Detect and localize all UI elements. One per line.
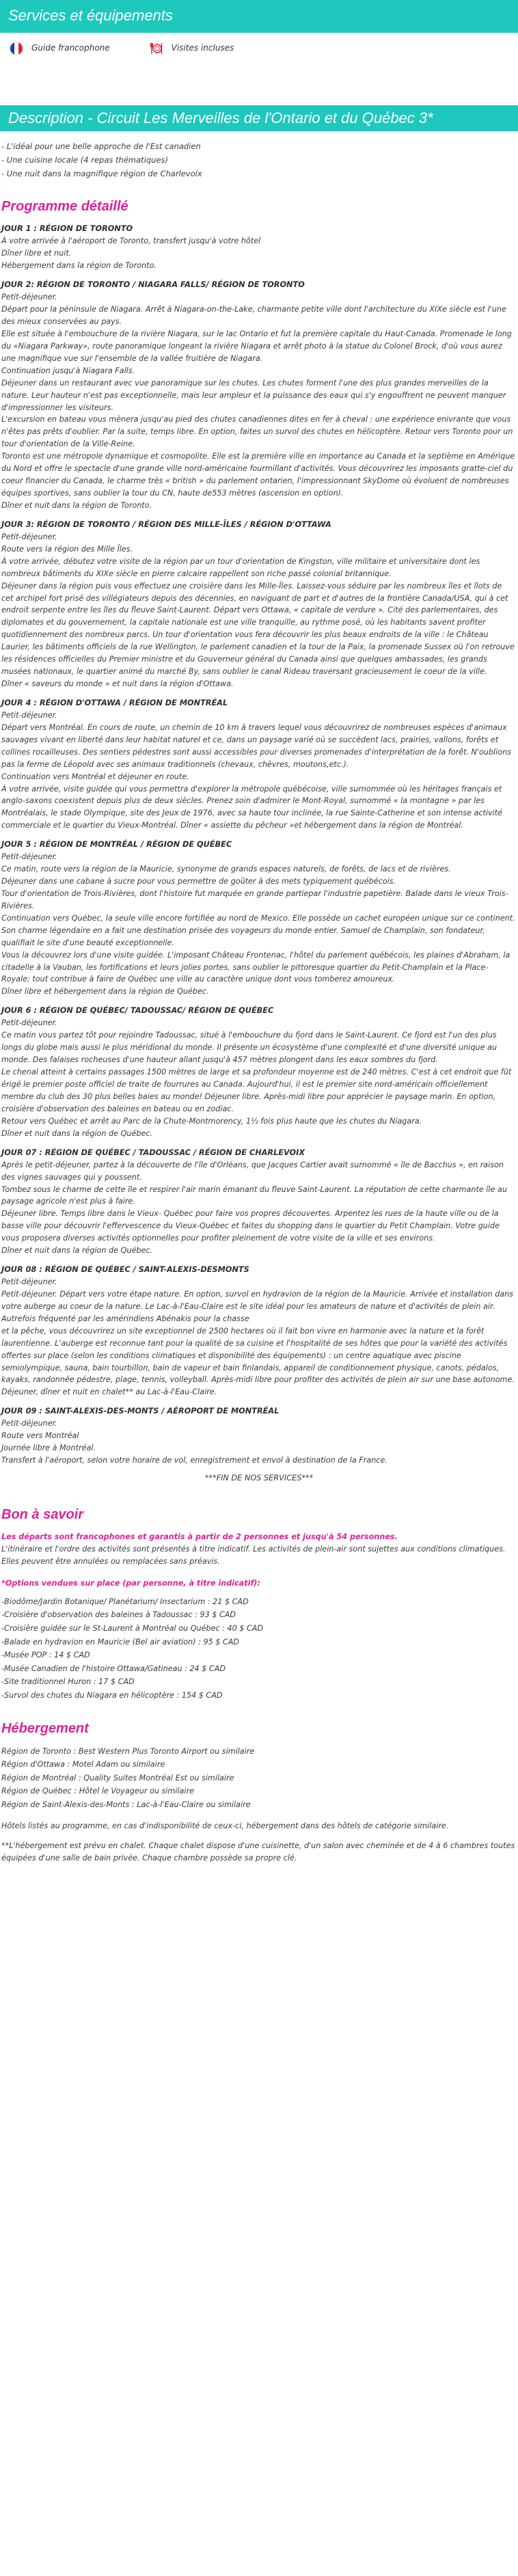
day-paragraph: Journée libre à Montréal.: [1, 1443, 96, 1453]
feature-guide: [10, 42, 110, 55]
day-paragraph: Ce matin vous partez tôt pour rejoindre Tadoussac, situé à l'embouchure du fjord dans le Saint-Laurent. Ce fjord est l'un des plus longs du globe mais aussi le plus méridional du monde. Il présente un écosystème d'une complexité et d'une diversité unique au monde. Des falaises rocheuses d'une hauteur allant jusqu'à 457 mètres plongent dans les eaux sombres du fjord.: [1, 1031, 497, 1065]
feature-guide-label: Guide francophone: [31, 43, 110, 53]
day-paragraph: Route vers Montréal: [1, 1431, 79, 1441]
hotel-item: Région de Saint-Alexis-des-Monts : Lac-à-l'Eau-Claire ou similaire: [1, 1800, 251, 1809]
options-title: *Options vendues sur place (par personne, à titre indicatif):: [1, 1578, 260, 1588]
option-item: -Croisière d'observation des baleines à Tadoussac : 93 $ CAD: [1, 1610, 236, 1620]
day-paragraph: Ce matin, route vers la région de la Mauricie, synonyme de grands espaces naturels, de forêts, de lacs et de rivières.: [1, 865, 451, 874]
day-paragraph: Départ vers Montréal. En cours de route, un chemin de 10 km à travers lequel vous découvrirez de nombreuses espèces d'animaux sauvages vivant en liberté dans leur habitat naturel et ce, dans un paysage varié où se succèdent lacs, prairies, vallons, forêts et collines rocailleuses. Des sentiers pédestres sont aussi accessibles pour diverses promenades d'interprétation de la forêt. N'oublions pas la ferme de Léopold avec ses animaux traditionnels (chevaux, chèvres, moutons,etc.).: [1, 722, 512, 769]
services-banner: [0, 0, 518, 33]
day-paragraph: Déjeuner dans une cabane à sucre pour vous permettre de goûter à des mets typiquement québécois.: [1, 877, 396, 886]
day-title: JOUR 6 : RÉGION DE QUÉBEC/ TADOUSSAC/ RÉGION DE QUÉBEC: [1, 1006, 274, 1016]
services-title: Services et équipements: [8, 7, 173, 24]
feature-visits: [148, 41, 234, 56]
day-paragraph: Continuation jusqu'à Niagara Falls.: [1, 366, 135, 375]
description-title: Description - Circuit Les Merveilles de l'Ontario et du Québec 3*: [8, 109, 433, 126]
day-paragraph: Continuation vers Québec, la seule ville encore fortifiée au nord de Mexico. Elle possède un cachet européen unique sur ce continent. Son charme légendaire en a fait une destination prisée des voyageurs du monde entier. Samuel de Champlain, son fondateur, qualifiait le site d'une beauté exceptionnelle.: [1, 913, 515, 947]
description-item: - L'idéal pour une belle approche de l'Est canadien: [1, 141, 201, 151]
day-paragraph: Retour vers Québec et arrêt au Parc de la Chute-Montmorency, 1½ fois plus haute que les chutes du Niagara.: [1, 1116, 422, 1126]
day-title: JOUR 09 : SAINT-ALEXIS-DES-MONTS / AÉROPORT DE MONTRÉAL: [1, 1407, 280, 1416]
day-paragraph: Petit-déjeuner.: [1, 852, 57, 862]
day-paragraph: À votre arrivée, visite guidée qui vous permettra d'explorer la métropole québécoise, ville surnommée où les héritages français et anglo-saxons coexistent depuis plus de deux siècles. Prenez soin d'admirer le Mont-Royal, surnommé « la montagne » par les Montréalais, le stade Olympique, site des Jeux de 1976, avec sa haute tour inclinée, la rue Sainte-Catherine et son intense activité commerciale et le quartier du Vieux-Montréal. Dîner « assiette du pêcheur »et hébergement dans la région de Montréal.: [1, 784, 503, 830]
option-item: -Site traditionnel Huron : 17 $ CAD: [1, 1677, 135, 1687]
day-paragraph: Route vers la région des Mille Îles.: [1, 544, 133, 554]
day-paragraph: Toronto est une métropole dynamique et cosmopolite. Elle est la première ville en importance au Canada et la septième en Amérique du Nord et offre le spectacle d'une grande ville nord-américaine fourmillant d'activités. Vous découvrirez les imposants gratte-ciel du coeur financier du Canada, le charme très « british » du parlement ontarien, l'impressionnant SkyDome où évoluent de nombreuses équipes sportives, sans oublier la tour du CN, haute de553 mètres (ascension en option).: [1, 452, 515, 498]
day-paragraph: Dîner et nuit dans la région de Québec.: [1, 1128, 153, 1138]
day-paragraph: Continuation vers Montréal et déjeuner en route.: [1, 772, 189, 781]
hebergement-title: Hébergement: [1, 1720, 89, 1736]
meals-icon: [148, 41, 163, 56]
day-paragraph: Après le petit-déjeuner, partez à la découverte de l'île d'Orléans, que Jacques Cartier avait surnommé « île de Bacchus », en raison des vignes sauvages qui y poussent.: [1, 1160, 504, 1182]
option-item: -Croisière guidée sur le St-Laurent à Montréal ou Québec : 40 $ CAD: [1, 1624, 264, 1633]
day-paragraph: Tombez sous le charme de cette île et respirer l'air marin émanant du fleuve Saint-Laurent. La réputation de cette charmante île au paysage agricole n'est plus à faire.: [1, 1184, 507, 1206]
day-paragraph: L'excursion en bateau vous mènera jusqu'au pied des chutes canadiennes dites en fer à cheval : une expérience enivrante que vous n'êtes pas prêts d'oublier. Par la suite, temps libre. En option, faites un survol des chutes en hélicoptère. Retour vers Toronto pour un tour d'orientation de la Ville-Reine.: [1, 415, 513, 449]
day-title: JOUR 1 : RÉGION DE TORONTO: [1, 224, 133, 234]
day-paragraph: Petit-déjeuner.: [1, 293, 57, 302]
day-title: JOUR 07 : RÉGION DE QUÉBEC / TADOUSSAC / RÉGION DE CHARLEVOIX: [1, 1148, 305, 1157]
option-item: -Balade en hydravion en Mauricie (Bel air aviation) : 95 $ CAD: [1, 1637, 239, 1646]
day-paragraph: Tour d'orientation de Trois-Rivières, dont l'histoire fut marquée en grande partiepar l'industrie papetière. Balade dans le vieux Trois-Rivières.: [1, 889, 508, 910]
description-banner: [0, 105, 518, 131]
programme-days: [0, 223, 518, 1467]
day-paragraph: À votre arrivée, débutez votre visite de la région par un tour d'orientation de Kingston, ville militaire et universitaire dont les nombreux bâtiments du XIXe siècle en pierre calcaire rappellent son riche passé colonial britannique.: [1, 556, 480, 578]
chalet-note: **L'hébergement est prévu en chalet. Chaque chalet dispose d'une cuisinette, d'un salon avec cheminée et de 4 à 6 chambres toutes équipées d'une salle de bain privée. Chaque chambre possède sa propre clé.: [1, 1841, 515, 1863]
option-item: -Biodôme/Jardin Botanique/ Planétarium/ Insectarium : 21 $ CAD: [1, 1597, 249, 1606]
departures-highlight: Les départs sont francophones et garantis à partir de 2 personnes et jusqu'à 54 personnes.: [1, 1532, 398, 1542]
day-paragraph: Dîner libre et nuit.: [1, 249, 72, 258]
day-paragraph: Déjeuner dans la région puis vous effectuez une croisière dans les Mille-Îles. Laissez-vous séduire par les nombreux îles et îlots de cet archipel fort prisé des villégiateurs depuis des décennies, en naviguant de part et d'autres de la frontière Canada/USA, qui à cet endroit serpente entre les îles du fleuve Saint-Laurent. Départ vers Ottawa, « capitale de verdure ». Cité des parlementaires, des diplomates et du gouvernement, la capitale nationale est une ville tranquille, au rythme posé, où les habitants savent profiter quotidiennement des nombreux parcs. Un tour d'orientation vous fera découvrir les plus beaux endroits de la ville : le Château Laurier, les bâtiments officiels de la rue Wellington, le parlement canadien et la tour de la Paix, la promenade Sussex où l'on retrouve les résidences officielles du Premier ministre et du Gouverneur général du Canada ainsi que quelques ambassades, les grands musées nationaux, le quartier animé du marché By, sans oublier le canal Rideau traversant gracieusement le coeur de la ville.: [1, 581, 515, 677]
day-paragraph: Déjeuner dans un restaurant avec vue panoramique sur les chutes. Les chutes forment l'une des plus grandes merveilles de la nature. Leur hauteur n'est pas exceptionnelle, mais leur ampleur et la puissance des eaux qui s'y engouffrent ne peuvent manquer d'impressionner les visiteurs.: [1, 378, 506, 412]
french-flag-icon: [10, 42, 23, 55]
description-list: [0, 131, 518, 180]
hotel-item: Région de Toronto : Best Western Plus Toronto Airport ou similaire: [1, 1746, 255, 1756]
day-paragraph: Dîner libre et hébergement dans la région de Québec.: [1, 987, 209, 996]
day-paragraph: Le chenal atteint à certains passages 1500 mètres de large et sa profondeur moyenne est de 240 mètres. C'est à cet endroit que fût érigé le premier poste officiel de traite de fourrures au Canada. Aujourd'hui, il est le premier site nord-américain officiellement membre du club des 30 plus belles baies au monde! Déjeuner libre. Après-midi libre pour apprécier le paysage marin. En option, croisière d'observation des baleines en bateau ou en zodiac.: [1, 1068, 512, 1113]
description-item: - Une nuit dans la magnifique région de Charlevoix: [1, 169, 202, 179]
day-paragraph: Petit-déjeuner.: [1, 532, 57, 541]
day-paragraph: Dîner et nuit dans la région de Toronto.: [1, 500, 152, 510]
day-title: JOUR 2: RÉGION DE TORONTO / NIAGARA FALLS/ RÉGION DE TORONTO: [1, 280, 305, 290]
day-title: JOUR 5 : RÉGION DE MONTRÉAL / RÉGION DE QUÉBEC: [1, 840, 232, 850]
hebergement-section: [0, 1745, 518, 1865]
day-paragraph: Déjeuner libre. Temps libre dans le Vieux- Québec pour faire vos propres découvertes. Arpentez les rues de la haute ville ou de la basse ville pour découvrir l'effervescence du Vieux-Québec et faites du shopping dans le quartier du Petit Champlain. Votre guide vous proposera diverses activités optionnelles pour profiter pleinement de votre visite de la ville et ses environs.: [1, 1209, 500, 1243]
day-paragraph: Transfert à l'aéroport, selon votre horaire de vol, enregistrement et envol à destination de la France.: [1, 1456, 387, 1465]
features-row: [0, 33, 518, 64]
bon-a-savoir-section: [0, 1531, 518, 1702]
feature-visits-label: Visites incluses: [171, 43, 234, 53]
day-paragraph: À votre arrivée à l'aéroport de Toronto, transfert jusqu'à votre hôtel: [1, 236, 261, 246]
day-paragraph: Déjeuner, dîner et nuit en chalet** au Lac-à-l'Eau-Claire.: [1, 1387, 217, 1397]
option-item: -Musée POP : 14 $ CAD: [1, 1651, 90, 1660]
end-of-services-note: ***FIN DE NOS SERVICES***: [204, 1474, 314, 1483]
description-item: - Une cuisine locale (4 repas thématiques): [1, 155, 169, 165]
day-paragraph: Petit-déjeuner.: [1, 1018, 57, 1028]
hotel-item: Région de Montréal : Quality Suites Montréal Est ou similaire: [1, 1773, 234, 1782]
day-paragraph: Petit-déjeuner.: [1, 1277, 57, 1287]
day-paragraph: Petit-déjeuner. Départ vers votre étape nature. En option, survol en hydravion de la région de la Mauricie. Arrivée et installation dans votre auberge au coeur de la nature. Le Lac-à-l'Eau-Claire est le site idéal pour les amateurs de nature et d'activités de plein air. Autrefois fréquenté par les amérindiens Abénakis pour la chasse: [1, 1290, 513, 1323]
hotel-item: Région de Québec : Hôtel le Voyageur ou similaire: [1, 1787, 194, 1796]
hotel-item: Région d'Ottawa : Motel Adam ou similaire: [1, 1760, 165, 1770]
hotels-list: [1, 1745, 515, 1812]
hotels-note: Hôtels listés au programme, en cas d'indisponibilité de ceux-ci, hébergement dans des hôtels de catégorie similaire.: [1, 1821, 449, 1830]
day-paragraph: Petit-déjeuner.: [1, 710, 57, 720]
day-title: JOUR 3: RÉGION DE TORONTO / RÉGION DES MILLE-ÎLES / RÉGION D'OTTAWA: [1, 519, 331, 529]
day-paragraph: Petit-déjeuner.: [1, 1419, 57, 1428]
day-paragraph: et la pêche, vous découvrirez un site exceptionnel de 2500 hectares où il fait bon vivre en harmonie avec la nature et la forêt laurentienne. L'auberge est reconnue tant pour la qualité de sa cuisine et l'hospitalité de ses hôtes que pour la variété des activités offertes sur place (selon les conditions climatiques et disponibilité des équipements) : un centre aquatique avec piscine semiolympique, sauna, bain tourbillon, bain de vapeur et bain finlandais, appareil de conditionnement physique, canots, pédalos, kayaks, randonnée pédestre, plage, tennis, volleyball. Après-midi libre pour profiter des activités de plein air sur une base autonome.: [1, 1326, 515, 1385]
option-item: -Musée Canadien de l'histoire Ottawa/Gatineau : 24 $ CAD: [1, 1664, 226, 1673]
day-paragraph: Elle est située à l'embouchure de la rivière Niagara, sur le lac Ontario et fut la première capitale du Haut-Canada. Promenade le long du «Niagara Parkway», route panoramique longeant la rivière Niagara et arrêt photo à la statue du Colonel Brock, d'où vous aurez une magnifique vue sur l'ensemble de la vallée fruitière de Niagara.: [1, 329, 512, 363]
itinerary-note: L'itinéraire et l'ordre des activités sont présentés à titre indicatif. Les activités de plein-air sont sujettes aux conditions climatiques. Elles peuvent être annulées ou remplacées sans préavis.: [1, 1545, 506, 1566]
day-paragraph: Départ pour la péninsule de Niagara. Arrêt à Niagara-on-the-Lake, charmante petite ville dont l'architecture du XIXe siècle est l'une des mieux conservées au pays.: [1, 305, 506, 327]
day-title: JOUR 08 : RÉGION DE QUÉBEC / SAINT-ALEXIS-DESMONTS: [1, 1265, 249, 1275]
day-paragraph: Vous la découvrez lors d'une visite guidée. L'imposant Château Frontenac, l'hôtel du parlement québécois, les plaines d'Abraham, la citadelle à la Vauban, les fortifications et leurs jolies portes, sans oublier le pittoresque quartier du Petit-Champlain et la Place-Royale; tout contribue à faire de Québec une ville au caractère unique dont vous tomberez amoureux.: [1, 950, 510, 984]
bon-a-savoir-title: Bon à savoir: [1, 1507, 84, 1523]
programme-title: Programme détaillé: [1, 199, 128, 215]
option-item: -Survol des chutes du Niagara en hélicoptère : 154 $ CAD: [1, 1690, 223, 1700]
day-paragraph: Hébergement dans la région de Toronto.: [1, 261, 156, 271]
day-title: JOUR 4 : RÉGION D'OTTAWA / RÉGION DE MONTRÉAL: [1, 698, 228, 707]
day-paragraph: Dîner et nuit dans la région de Québec.: [1, 1246, 153, 1256]
day-paragraph: Dîner « saveurs du monde » et nuit dans la région d'Ottawa.: [1, 679, 234, 688]
options-list: [1, 1595, 515, 1703]
